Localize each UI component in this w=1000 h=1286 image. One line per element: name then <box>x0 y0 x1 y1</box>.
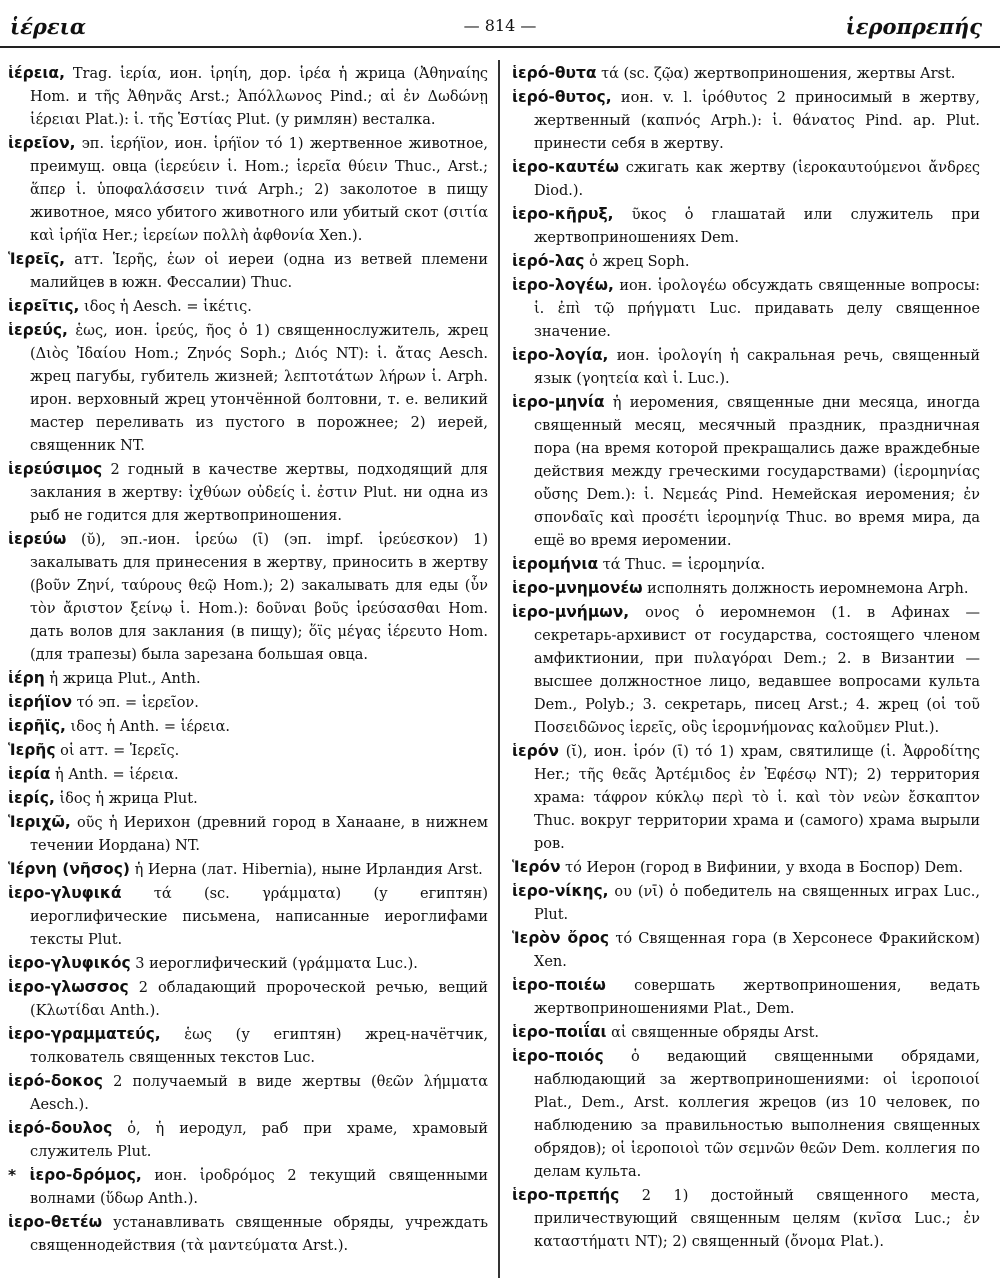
entry-definition: ὁ жрец Soph. <box>584 254 690 270</box>
dictionary-entry <box>512 553 980 577</box>
entry-definition: устанавливать священные обряды, учреждать священнодействия (τὰ μαντεύματα Arst.). <box>30 1215 488 1254</box>
dictionary-entry <box>8 739 488 763</box>
entry-headword: ἱερο-καυτέω <box>512 158 619 176</box>
page-number: — 814 — <box>463 16 537 35</box>
entry-headword: ἱερό-δοκος <box>8 1072 103 1090</box>
entry-headword: ἱερο-γλυφικά <box>8 884 122 902</box>
entry-definition: исполнять должность иеромнемона Arph. <box>642 581 969 597</box>
entry-definition: 2 годный в качестве жертвы, подходящий для заклания в жертву: ἰχθύων οὐδείς ἱ. ἐστιν Plut. ни одна из рыб не годится для жертвоприношения. <box>30 462 488 524</box>
dictionary-entry <box>512 274 980 344</box>
entry-definition: τά (sc. γράμματα) (у египтян) иероглифические письмена, написанные иероглифами тексты Plut. <box>30 886 488 948</box>
entry-definition: (ῐ), ион. ἱρόν (ῑ) τό 1) храм, святилище (ἱ. Ἀφροδίτης Her.; τῆς θεᾶς Ἀρτέμιδος ἐν Ἐφέσῳ NT); 2) территория храма: τάφρον κύκλῳ περὶ τὸ ἱ. καὶ τὸν νεὼν ἔσκαπτον Thuc. вокруг территории храма и (самого) храма вырыли ров. <box>534 744 980 852</box>
dictionary-entry <box>8 715 488 739</box>
entry-definition: 2 1) достойный священного места, приличествующий священным целям (κνῖσα Luc.; ἐν καταστήματι NT); 2) священный (ὄνομα Plat.). <box>534 1188 980 1250</box>
entry-definition: совершать жертвоприношения, ведать жертвоприношениями Plat., Dem. <box>534 978 980 1017</box>
dictionary-entry <box>512 974 980 1021</box>
entry-definition: 2 получаемый в виде жертвы (θεῶν λήμματα Aesch.). <box>30 1074 488 1113</box>
dictionary-entry <box>8 811 488 858</box>
dictionary-entry <box>8 952 488 976</box>
dictionary-entry <box>8 858 488 882</box>
header-left-word: ἱέρεια <box>10 14 86 39</box>
dictionary-entry <box>512 250 980 274</box>
entry-definition: 2 обладающий пророческой речью, вещий (Κλωτίδαι Anth.). <box>30 980 488 1019</box>
entry-definition: ἑως (у египтян) жрец-начётчик, толкователь священных текстов Luc. <box>30 1027 488 1066</box>
entry-headword: ἱερίς, <box>8 789 55 807</box>
entry-headword: ἱερο-λογέω, <box>512 276 614 294</box>
dictionary-entry <box>8 1211 488 1258</box>
dictionary-entry <box>8 458 488 528</box>
entry-headword: ἱερό-λας <box>512 252 585 270</box>
entry-definition: ион. v. l. ἱρόθυτος 2 приносимый в жертву, жертвенный (καπνός Arph.): ἱ. θάνατος Pind. ap. Plut. принести себя в жертву. <box>534 90 980 152</box>
dictionary-entry <box>8 976 488 1023</box>
entry-headword: ἱερία <box>8 765 51 783</box>
entry-definition: сжигать как жертву (ἱεροκαυτούμενοι ἄνδρες Diod.). <box>534 160 980 199</box>
column-divider <box>498 60 500 1278</box>
dictionary-entry <box>8 763 488 787</box>
header-right-word: ἱεροπρεπής <box>845 14 982 39</box>
dictionary-entry <box>512 391 980 553</box>
entry-headword: ἱερεῖον, <box>8 134 76 152</box>
entry-definition: ἱδος ἡ жрица Plut. <box>54 791 198 807</box>
entry-headword: ἱερο-κῆρυξ, <box>512 205 614 223</box>
dictionary-entry <box>8 62 488 132</box>
entry-headword: ἱερόν <box>512 742 559 760</box>
entry-definition: αἱ священные обряды Arst. <box>606 1025 820 1041</box>
dictionary-entry <box>512 856 980 880</box>
dictionary-entry <box>512 601 980 740</box>
dictionary-entry <box>8 787 488 811</box>
entry-headword: Ἱερεῖς, <box>8 250 66 268</box>
dictionary-entry <box>512 927 980 974</box>
entry-definition: Trag. ἱερία, ион. ἱρηίη, дор. ἱρέα ἡ жрица (Ἀθηναίης Hom. и τῆς Ἀθηνᾶς Arst.; Ἀπόλλωνος Pind.; αἱ ἐν Δωδώνῃ ἱέρειαι Plat.): ἱ. τῆς Ἑστίας Plut. (у римлян) весталка. <box>30 66 488 128</box>
entry-definition: οῦς ἡ Иерихон (древний город в Ханаане, в нижнем течении Иордана) NT. <box>30 815 488 854</box>
entry-definition: ου (νῑ) ὁ победитель на священных играх Luc., Plut. <box>534 884 980 923</box>
entry-definition: ὁ ведающий священными обрядами, наблюдающий за жертвоприношениями: οἱ ἱεροποιοί Plat., Dem., Arst. коллегия жрецов (из 10 человек, по наблюдению за правильностью выполнения священных обрядов); οἱ ἱεροποιοὶ τῶν σεμνῶν θεῶν Dem. коллегия по делам культа. <box>534 1049 980 1180</box>
dictionary-entry <box>8 132 488 248</box>
entry-definition: ἑως, ион. ἱρεύς, ῆος ὁ 1) священнослужитель, жрец (Διὸς Ἰδαίου Hom.; Ζηνός Soph.; Διός NT): ἱ. ἄτας Aesch. жрец пагубы, губитель жизней; λεπτοτάτων λήρων ἱ. Arph. ирон. верховный жрец утончённой болтовни, т. е. великий мастер переливать из пустого в порожнее; 2) иерей, священник NT. <box>30 323 488 454</box>
entry-definition: атт. Ἱερῆς, ἑων οἱ иереи (одна из ветвей племени малийцев в южн. Фессалии) Thuc. <box>30 252 488 291</box>
entry-headword: ἱερο-πρεπής <box>512 1186 620 1204</box>
dictionary-entry <box>8 691 488 715</box>
entry-headword: Ἱερῆς <box>8 741 56 759</box>
entry-headword: Ἱεριχῶ, <box>8 813 71 831</box>
entry-headword: ἱερο-μηνία <box>512 393 605 411</box>
entry-definition: τό Иерон (город в Вифинии, у входа в Боспор) Dem. <box>560 860 964 876</box>
entry-headword: ἱερο-ποιέω <box>512 976 606 994</box>
dictionary-entry <box>8 295 488 319</box>
entry-headword: ἱέρη <box>8 669 45 687</box>
entry-definition: ἡ Anth. = ἱέρεια. <box>50 767 179 783</box>
entry-headword: Ἱερὸν ὄρος <box>512 929 610 947</box>
entry-headword: ἱερῆϊς, <box>8 717 66 735</box>
dictionary-entry <box>8 528 488 667</box>
entry-definition: τό эп. = ἱερεῖον. <box>72 695 199 711</box>
entry-definition: τά Thuc. = ἱερομηνία. <box>598 557 766 573</box>
left-column <box>8 62 488 1276</box>
entry-headword: ἱερό-δουλος <box>8 1119 113 1137</box>
dictionary-entry <box>512 62 980 86</box>
entry-definition: эп. ἱερήϊον, ион. ἱρήϊον τό 1) жертвенное животное, преимущ. овца (ἱερεύειν ἱ. Hom.; ἱερεῖα θύειν Thuc., Arst.; ἅπερ ἱ. ὑποφαλάσσειν τινά Arph.; 2) заколотое в пищу животное, мясо убитого животного или убитый скот (σιτία καὶ ἱρήϊα Her.; ἱερείων πολλὴ ἀφθονία Xen.). <box>30 136 488 244</box>
page-header <box>0 12 1000 48</box>
entry-definition: ион. ἱρολογέω обсуждать священные вопросы: ἱ. ἐπὶ τῷ πρήγματι Luc. придавать делу священное значение. <box>534 278 980 340</box>
entry-headword: ἱερεύς, <box>8 321 68 339</box>
dictionary-entry <box>8 882 488 952</box>
entry-headword: ἱερεύω <box>8 530 67 548</box>
entry-definition: ονος ὁ иеромнемон (1. в Афинах — секретарь-архивист от государства, состоящего членом амфиктионии, при πυλαγόραι Dem.; 2. в Византии — высшее должностное лицо, ведавшее вопросами культа Dem., Polyb.; 3. секретарь, писец Arst.; 4. жрец (οἱ τοῦ Ποσειδῶνος ἱερεῖς, οὓς ἱερομνήμονας καλοῦμεν Plut.). <box>534 605 980 736</box>
entry-headword: ἱέρεια, <box>8 64 65 82</box>
entry-headword: ἱερο-νίκης, <box>512 882 609 900</box>
entry-definition: (ῠ), эп.-ион. ἱρεύω (ῑ) (эп. impf. ἱρεύεσκον) 1) закалывать для принесения в жертву, приносить в жертву (βοῦν Ζηνί, ταύρους θεῷ Hom.); 2) закалывать для еды (ὗν τὸν ἄριστον ξείνῳ ἱ. Hom.): δοῦναι βοῦς ἱρεύσασθαι Hom. дать волов для заклания (в пищу); ὅϊς μέγας ἱέρευτο Hom. (для трапезы) была зарезана большая овца. <box>30 532 488 663</box>
entry-headword: ἱερό-θυτος, <box>512 88 612 106</box>
dictionary-entry <box>512 86 980 156</box>
entry-headword: ἱερο-γλωσσος <box>8 978 129 996</box>
entry-headword: ἱερεύσιμος <box>8 460 103 478</box>
entry-definition: τά (sc. ζῷα) жертвоприношения, жертвы Arst. <box>596 66 956 82</box>
entry-headword: ἱερο-θετέω <box>8 1213 103 1231</box>
entry-headword: ἱερο-λογία, <box>512 346 609 364</box>
right-column <box>512 62 980 1276</box>
entry-headword: ἱερεῖτις, <box>8 297 80 315</box>
dictionary-entry <box>512 577 980 601</box>
dictionary-entry <box>8 1023 488 1070</box>
entry-headword: ἱερο-ποιΐαι <box>512 1023 607 1041</box>
entry-headword: ἱερο-γλυφικός <box>8 954 131 972</box>
entry-headword: ἱερομήνια <box>512 555 599 573</box>
entry-definition: ιδος ἡ Anth. = ἱέρεια. <box>65 719 230 735</box>
dictionary-entry <box>512 1021 980 1045</box>
dictionary-entry <box>512 156 980 203</box>
dictionary-entry <box>512 1184 980 1254</box>
dictionary-entry <box>512 203 980 250</box>
dictionary-entry <box>8 1117 488 1164</box>
entry-headword: ἱερο-μνήμων, <box>512 603 630 621</box>
dictionary-entry <box>8 319 488 458</box>
dictionary-entry <box>512 1045 980 1184</box>
dictionary-entry <box>8 1164 488 1211</box>
entry-headword: Ἱερόν <box>512 858 561 876</box>
entry-headword: ἱερο-μνημονέω <box>512 579 643 597</box>
entry-headword: ἱερό-θυτα <box>512 64 597 82</box>
dictionary-entry <box>8 1070 488 1117</box>
entry-definition: ион. ἱροδρόμος 2 текущий священными волнами (ὕδωρ Anth.). <box>30 1168 488 1207</box>
entry-definition: οἱ атт. = Ἱερεῖς. <box>55 743 180 759</box>
entry-headword: ἱερο-ποιός <box>512 1047 604 1065</box>
dictionary-entry <box>8 248 488 295</box>
entry-definition: ἡ Иерна (лат. Hibernia), ныне Ирландия Arst. <box>129 862 483 878</box>
entry-definition: 3 иероглифический (γράμματα Luc.). <box>130 956 418 972</box>
entry-definition: ὁ, ἡ иеродул, раб при храме, храмовый служитель Plut. <box>30 1121 488 1160</box>
dictionary-entry <box>512 880 980 927</box>
entry-definition: ῦκος ὁ глашатай или служитель при жертвоприношениях Dem. <box>534 207 980 246</box>
entry-headword: ἱερήϊον <box>8 693 73 711</box>
entry-headword: * ἱερο-δρόμος, <box>8 1166 142 1184</box>
entry-definition: ἡ иеромения, священные дни месяца, иногда священный месяц, месячный праздник, праздничная пора (на время которой прекращались даже враждебные действия между греческими государствами) (ἱερομηνίας οὔσης Dem.): ἱ. Νεμεάς Pind. Немейская иеромения; ἐν σπονδαῖς καὶ προσέτι ἱερομηνίᾳ Thuc. во время мира, да ещё во время иеромении. <box>534 395 980 549</box>
entry-definition: ἡ жрица Plut., Anth. <box>44 671 201 687</box>
entry-headword: Ἱέρνη (νῆσος) <box>8 860 130 878</box>
dictionary-entry <box>512 740 980 856</box>
entry-definition: ιδος ἡ Aesch. = ἱκέτις. <box>79 299 252 315</box>
entry-headword: ἱερο-γραμματεύς, <box>8 1025 161 1043</box>
dictionary-entry <box>512 344 980 391</box>
entry-definition: τό Священная гора (в Херсонесе Фракийском) Xen. <box>534 931 980 970</box>
dictionary-entry <box>8 667 488 691</box>
entry-definition: ион. ἱρολογίη ἡ сакральная речь, священный язык (γοητεία καὶ ἱ. Luc.). <box>534 348 980 387</box>
